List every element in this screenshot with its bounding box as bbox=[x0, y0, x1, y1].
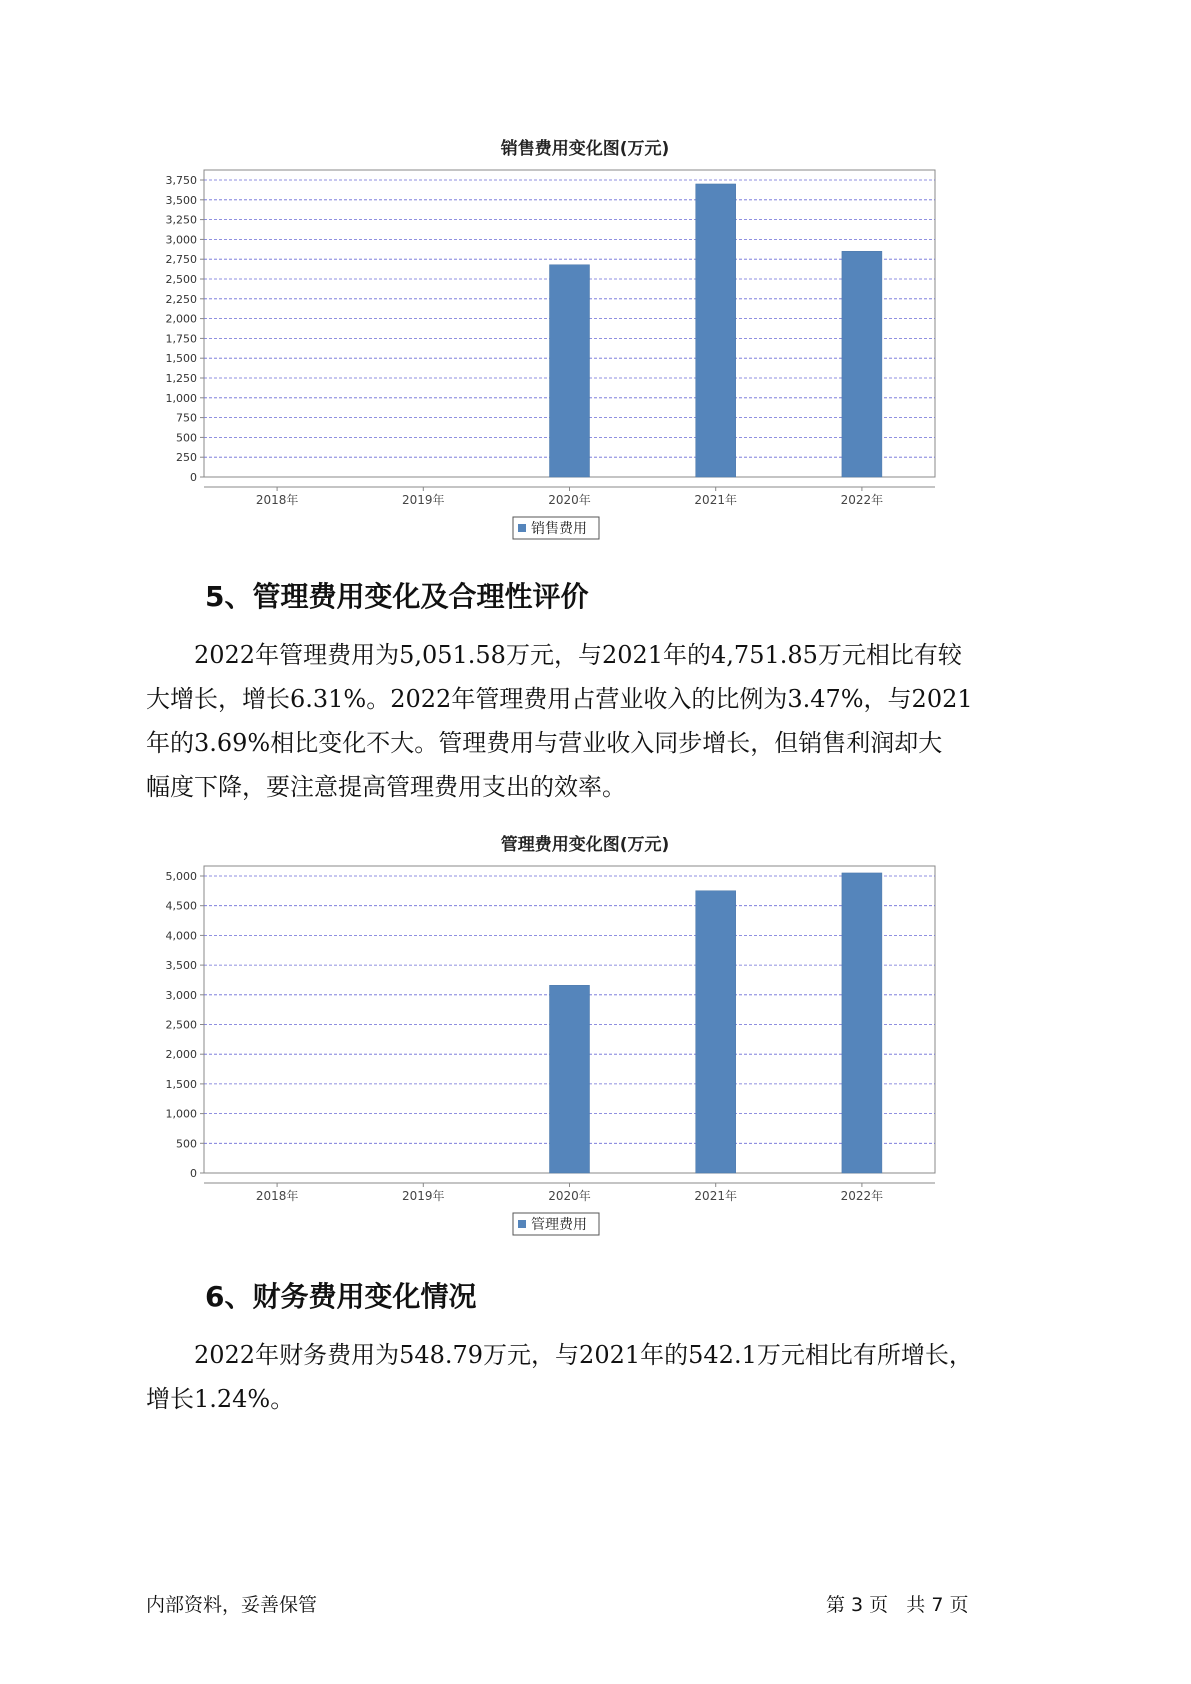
y-tick-label: 500 bbox=[176, 431, 197, 445]
footer-note: 内部资料，妥善保管 bbox=[146, 1594, 318, 1616]
sales-expense-chart bbox=[150, 130, 1020, 550]
y-tick-label: 2,000 bbox=[165, 312, 197, 326]
y-tick-label: 750 bbox=[176, 411, 197, 425]
x-tick-label: 2022年 bbox=[840, 1189, 884, 1203]
section-5-paragraph bbox=[146, 633, 1056, 809]
y-tick-label: 250 bbox=[176, 451, 197, 465]
y-tick-label: 1,000 bbox=[165, 391, 197, 405]
y-tick-label: 1,250 bbox=[165, 372, 197, 385]
bar bbox=[696, 891, 736, 1173]
y-tick-label: 0 bbox=[190, 471, 197, 484]
y-tick-label: 3,000 bbox=[165, 988, 197, 1002]
x-tick-label: 2019年 bbox=[402, 1189, 445, 1203]
y-tick-label: 2,750 bbox=[165, 253, 197, 267]
x-tick-label: 2018年 bbox=[255, 1189, 299, 1203]
x-tick-label: 2021年 bbox=[694, 493, 737, 507]
para-line: 幅度下降，要注意提高管理费用支出的效率。 bbox=[146, 773, 626, 801]
bar bbox=[842, 873, 882, 1173]
x-tick-label: 2019年 bbox=[402, 493, 445, 507]
y-tick-label: 1,500 bbox=[165, 352, 197, 366]
para-line: 2022年财务费用为548.79万元，与2021年的542.1万元相比有所增长， bbox=[194, 1341, 973, 1369]
legend-swatch bbox=[518, 524, 526, 532]
para-line: 年的3.69%相比变化不大。管理费用与营业收入同步增长，但销售利润却大 bbox=[146, 729, 943, 757]
para-line: 2022年管理费用为5,051.58万元，与2021年的4,751.85万元相比有较 bbox=[194, 641, 962, 669]
management-expense-chart bbox=[150, 826, 1020, 1246]
x-tick-label: 2020年 bbox=[548, 1189, 591, 1203]
chart-title: 销售费用变化图(万元) bbox=[500, 139, 670, 159]
y-tick-label: 1,000 bbox=[165, 1107, 197, 1121]
bar bbox=[550, 265, 590, 477]
para-line: 增长1.24%。 bbox=[146, 1385, 295, 1413]
chart-title: 管理费用变化图(万元) bbox=[500, 835, 670, 855]
y-tick-label: 5,000 bbox=[165, 870, 197, 883]
x-tick-label: 2021年 bbox=[694, 1189, 737, 1203]
y-tick-label: 3,500 bbox=[165, 959, 197, 973]
y-tick-label: 0 bbox=[190, 1167, 197, 1180]
management-expense-bar-chart bbox=[150, 826, 1020, 1246]
legend-label: 管理费用 bbox=[531, 1217, 587, 1233]
sales-expense-bar-chart bbox=[150, 130, 1020, 550]
y-tick-label: 3,250 bbox=[165, 213, 197, 227]
y-tick-label: 1,750 bbox=[165, 332, 197, 346]
bar bbox=[550, 985, 590, 1173]
y-tick-label: 2,000 bbox=[165, 1048, 197, 1062]
section-6-paragraph bbox=[146, 1333, 1056, 1421]
y-tick-label: 4,500 bbox=[165, 899, 197, 913]
bar bbox=[842, 251, 882, 477]
x-tick-label: 2022年 bbox=[840, 493, 884, 507]
x-tick-label: 2018年 bbox=[255, 493, 299, 507]
y-tick-label: 2,500 bbox=[165, 1018, 197, 1032]
y-tick-label: 3,750 bbox=[165, 174, 197, 187]
y-tick-label: 1,500 bbox=[165, 1077, 197, 1091]
section-6-heading: 6、财务费用变化情况 bbox=[205, 1280, 477, 1313]
page-number: 第 3 页 共 7 页 bbox=[826, 1594, 969, 1616]
y-tick-label: 2,250 bbox=[165, 292, 197, 306]
y-tick-label: 500 bbox=[176, 1137, 197, 1151]
bar bbox=[696, 184, 736, 477]
y-tick-label: 3,000 bbox=[165, 233, 197, 247]
legend-label: 销售费用 bbox=[531, 521, 587, 537]
section-5-heading: 5、管理费用变化及合理性评价 bbox=[205, 580, 589, 613]
legend-swatch bbox=[518, 1220, 526, 1228]
x-tick-label: 2020年 bbox=[548, 493, 591, 507]
y-tick-label: 4,000 bbox=[165, 929, 197, 943]
y-tick-label: 3,500 bbox=[165, 193, 197, 207]
y-tick-label: 2,500 bbox=[165, 273, 197, 286]
para-line: 大增长，增长6.31%。2022年管理费用占营业收入的比例为3.47%，与2021 bbox=[146, 685, 973, 713]
